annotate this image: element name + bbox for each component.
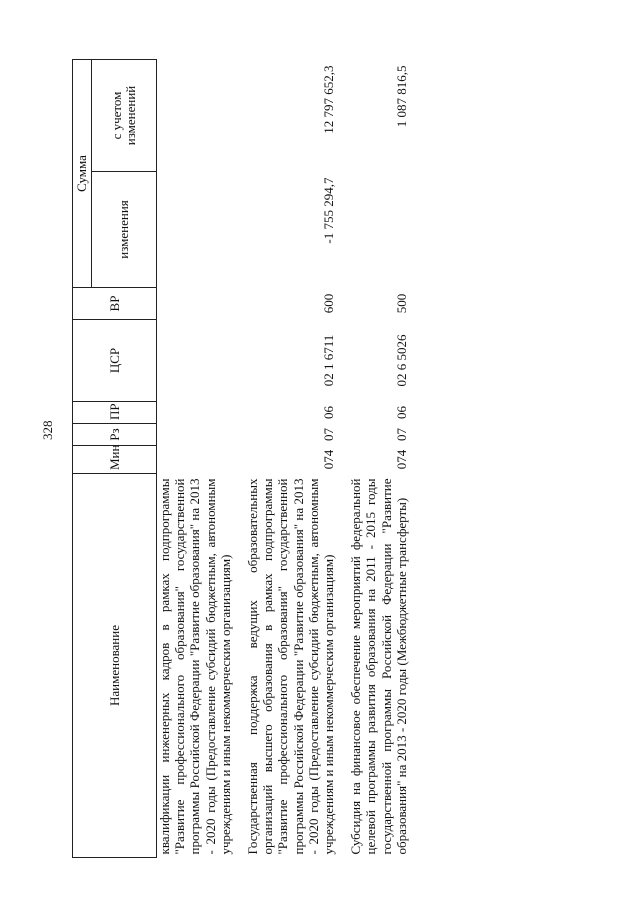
table-row (157, 60, 234, 858)
table-row (336, 60, 409, 858)
row-pr: 06 (393, 406, 409, 419)
row-change (157, 172, 234, 288)
budget-table-rotated (72, 60, 600, 858)
row-name: квалификации инженерных кадров в рамках подпрограммы "Развитие профессионального образования" государственной программы Российской Федерации "Развитие образования" на 2013 - 2020 годы (Предоставление субсидий бюджетным, автономным учреждениям и иным некоммерческим организациям) (157, 478, 233, 855)
page-number: 328 (40, 420, 55, 440)
row-name: Субсидия на финансовое обеспечение мероприятий федеральной целевой программы развития образования на 2011 - 2015 годы государственной программы Российской Федерации "Развитие образования" на 2013 - 2020 годы (Межбюджетные трансферты) (348, 478, 409, 855)
row-rz: 07 (393, 428, 409, 441)
header-csr: ЦСР (73, 320, 157, 402)
header-pr: ПР (73, 402, 157, 424)
row-total: 1 087 816,5 (393, 65, 409, 128)
table-row (233, 60, 336, 858)
row-rz (157, 424, 234, 446)
budget-table (72, 59, 409, 858)
row-csr (157, 320, 234, 402)
row-rz: 07 (321, 428, 337, 441)
row-vr (157, 288, 234, 320)
header-rz: Рз (73, 424, 157, 446)
row-min: 074 (321, 449, 337, 470)
row-pr: 06 (321, 406, 337, 419)
header-sum: Сумма (73, 60, 92, 288)
header-min: Мин (73, 446, 157, 474)
row-csr: 02 1 6711 (321, 334, 337, 387)
header-change: изменения (92, 172, 157, 288)
row-min (157, 446, 234, 474)
table-header (73, 60, 157, 858)
row-vr: 500 (393, 293, 409, 314)
row-csr: 02 6 5026 (393, 334, 409, 387)
row-change: -1 755 294,7 (321, 177, 337, 244)
row-total: 12 797 652,3 (321, 65, 337, 134)
header-name: Наименование (73, 474, 157, 858)
table-body (157, 60, 410, 858)
header-vr: ВР (73, 288, 157, 320)
header-with-change: с учетом изменений (92, 60, 157, 172)
row-change (336, 172, 409, 288)
row-name: Государственная поддержка ведущих образовательных организаций высшего образования в рамках подпрограммы "Развитие профессионального образования" государственной программы Российской Федерации "Развитие образования" на 2013 - 2020 годы (Предоставление субсидий бюджетным, автономным учреждениям и иным некоммерческим организациям) (245, 478, 337, 855)
row-pr (157, 402, 234, 424)
row-min: 074 (393, 449, 409, 470)
row-vr: 600 (321, 293, 337, 314)
row-total (157, 60, 234, 172)
